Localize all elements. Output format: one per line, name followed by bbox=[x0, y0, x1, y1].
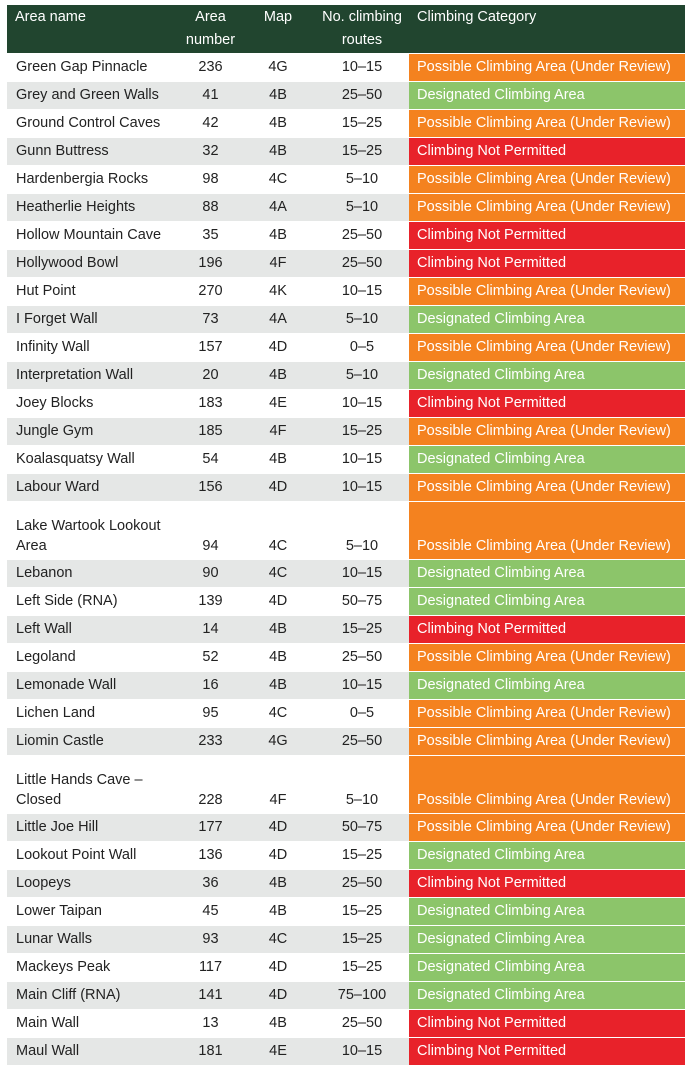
area-name-cell: Lower Taipan bbox=[7, 898, 180, 926]
map-cell: 4D bbox=[241, 982, 315, 1010]
area-number-cell: 98 bbox=[180, 166, 241, 194]
map-cell: 4F bbox=[241, 756, 315, 814]
header-routes-line2: routes bbox=[342, 32, 382, 48]
table-row bbox=[7, 588, 685, 616]
category-cell: Possible Climbing Area (Under Review) bbox=[409, 502, 685, 560]
table-row bbox=[7, 898, 685, 926]
category-cell: Possible Climbing Area (Under Review) bbox=[409, 54, 685, 82]
map-cell: 4A bbox=[241, 306, 315, 334]
area-number-cell: 177 bbox=[180, 814, 241, 842]
area-name-cell: Hollywood Bowl bbox=[7, 250, 180, 278]
area-name-cell: Lichen Land bbox=[7, 700, 180, 728]
category-cell: Possible Climbing Area (Under Review) bbox=[409, 644, 685, 672]
area-number-cell: 139 bbox=[180, 588, 241, 616]
area-name-cell: Lebanon bbox=[7, 560, 180, 588]
routes-cell: 10–15 bbox=[315, 474, 409, 502]
map-cell: 4A bbox=[241, 194, 315, 222]
area-name-cell: Green Gap Pinnacle bbox=[7, 54, 180, 82]
table-row bbox=[7, 616, 685, 644]
map-cell: 4D bbox=[241, 814, 315, 842]
category-cell: Designated Climbing Area bbox=[409, 954, 685, 982]
area-name-cell: Lunar Walls bbox=[7, 926, 180, 954]
area-number-cell: 136 bbox=[180, 842, 241, 870]
area-name-cell: Little Joe Hill bbox=[7, 814, 180, 842]
routes-cell: 15–25 bbox=[315, 898, 409, 926]
area-number-cell: 181 bbox=[180, 1038, 241, 1065]
table-row bbox=[7, 390, 685, 418]
table-row bbox=[7, 982, 685, 1010]
area-number-cell: 16 bbox=[180, 672, 241, 700]
map-cell: 4D bbox=[241, 474, 315, 502]
map-cell: 4B bbox=[241, 222, 315, 250]
category-cell: Designated Climbing Area bbox=[409, 898, 685, 926]
category-cell: Designated Climbing Area bbox=[409, 362, 685, 390]
area-name-cell: Grey and Green Walls bbox=[7, 82, 180, 110]
area-number-cell: 228 bbox=[180, 756, 241, 814]
table-row bbox=[7, 222, 685, 250]
area-name-cell: Mackeys Peak bbox=[7, 954, 180, 982]
area-number-cell: 117 bbox=[180, 954, 241, 982]
area-name-cell: Hollow Mountain Cave bbox=[7, 222, 180, 250]
area-number-cell: 54 bbox=[180, 446, 241, 474]
area-name-cell: Lemonade Wall bbox=[7, 672, 180, 700]
routes-cell: 0–5 bbox=[315, 334, 409, 362]
area-number-cell: 185 bbox=[180, 418, 241, 446]
area-number-cell: 270 bbox=[180, 278, 241, 306]
table-row bbox=[7, 278, 685, 306]
area-name-cell: Left Wall bbox=[7, 616, 180, 644]
routes-cell: 10–15 bbox=[315, 390, 409, 418]
routes-cell: 10–15 bbox=[315, 278, 409, 306]
table-row bbox=[7, 756, 685, 814]
category-cell: Designated Climbing Area bbox=[409, 842, 685, 870]
map-cell: 4B bbox=[241, 110, 315, 138]
routes-cell: 15–25 bbox=[315, 110, 409, 138]
table-row bbox=[7, 446, 685, 474]
routes-cell: 25–50 bbox=[315, 82, 409, 110]
category-cell: Climbing Not Permitted bbox=[409, 250, 685, 278]
category-cell: Possible Climbing Area (Under Review) bbox=[409, 756, 685, 814]
routes-cell: 25–50 bbox=[315, 1010, 409, 1038]
map-cell: 4E bbox=[241, 390, 315, 418]
area-number-cell: 93 bbox=[180, 926, 241, 954]
table-row bbox=[7, 700, 685, 728]
area-number-cell: 141 bbox=[180, 982, 241, 1010]
category-cell: Possible Climbing Area (Under Review) bbox=[409, 474, 685, 502]
routes-cell: 15–25 bbox=[315, 842, 409, 870]
area-number-cell: 52 bbox=[180, 644, 241, 672]
area-number-cell: 88 bbox=[180, 194, 241, 222]
area-number-cell: 156 bbox=[180, 474, 241, 502]
map-cell: 4B bbox=[241, 644, 315, 672]
table-row bbox=[7, 870, 685, 898]
table-row bbox=[7, 306, 685, 334]
category-cell: Climbing Not Permitted bbox=[409, 1038, 685, 1065]
category-cell: Designated Climbing Area bbox=[409, 82, 685, 110]
map-cell: 4D bbox=[241, 842, 315, 870]
category-cell: Climbing Not Permitted bbox=[409, 616, 685, 644]
header-climbing-category: Climbing Category bbox=[409, 5, 685, 54]
routes-cell: 10–15 bbox=[315, 446, 409, 474]
map-cell: 4G bbox=[241, 728, 315, 756]
header-area-number bbox=[180, 5, 241, 54]
climbing-areas-table bbox=[7, 5, 685, 1065]
routes-cell: 5–10 bbox=[315, 306, 409, 334]
map-cell: 4B bbox=[241, 446, 315, 474]
map-cell: 4E bbox=[241, 1038, 315, 1065]
area-name-cell: I Forget Wall bbox=[7, 306, 180, 334]
area-name-cell: Labour Ward bbox=[7, 474, 180, 502]
routes-cell: 25–50 bbox=[315, 728, 409, 756]
routes-cell: 5–10 bbox=[315, 194, 409, 222]
area-number-cell: 42 bbox=[180, 110, 241, 138]
map-cell: 4C bbox=[241, 166, 315, 194]
map-cell: 4D bbox=[241, 954, 315, 982]
category-cell: Climbing Not Permitted bbox=[409, 222, 685, 250]
routes-cell: 25–50 bbox=[315, 222, 409, 250]
area-number-cell: 14 bbox=[180, 616, 241, 644]
map-cell: 4F bbox=[241, 250, 315, 278]
area-name-cell: Liomin Castle bbox=[7, 728, 180, 756]
map-cell: 4F bbox=[241, 418, 315, 446]
area-name-cell: Main Cliff (RNA) bbox=[7, 982, 180, 1010]
routes-cell: 50–75 bbox=[315, 814, 409, 842]
area-name-cell: Lookout Point Wall bbox=[7, 842, 180, 870]
header-map: Map bbox=[241, 5, 315, 54]
area-name-cell: Maul Wall bbox=[7, 1038, 180, 1065]
routes-cell: 15–25 bbox=[315, 926, 409, 954]
routes-cell: 10–15 bbox=[315, 54, 409, 82]
routes-cell: 0–5 bbox=[315, 700, 409, 728]
map-cell: 4D bbox=[241, 588, 315, 616]
category-cell: Possible Climbing Area (Under Review) bbox=[409, 418, 685, 446]
routes-cell: 15–25 bbox=[315, 138, 409, 166]
map-cell: 4C bbox=[241, 502, 315, 560]
area-name-cell: Heatherlie Heights bbox=[7, 194, 180, 222]
map-cell: 4C bbox=[241, 560, 315, 588]
area-number-cell: 233 bbox=[180, 728, 241, 756]
area-name-cell: Main Wall bbox=[7, 1010, 180, 1038]
area-name-cell: Left Side (RNA) bbox=[7, 588, 180, 616]
category-cell: Designated Climbing Area bbox=[409, 588, 685, 616]
routes-cell: 50–75 bbox=[315, 588, 409, 616]
category-cell: Designated Climbing Area bbox=[409, 306, 685, 334]
routes-cell: 15–25 bbox=[315, 418, 409, 446]
area-name-cell: Joey Blocks bbox=[7, 390, 180, 418]
area-number-cell: 196 bbox=[180, 250, 241, 278]
area-number-cell: 73 bbox=[180, 306, 241, 334]
area-number-cell: 20 bbox=[180, 362, 241, 390]
table-row bbox=[7, 842, 685, 870]
table-row bbox=[7, 334, 685, 362]
category-cell: Possible Climbing Area (Under Review) bbox=[409, 814, 685, 842]
category-cell: Possible Climbing Area (Under Review) bbox=[409, 194, 685, 222]
routes-cell: 25–50 bbox=[315, 250, 409, 278]
map-cell: 4B bbox=[241, 898, 315, 926]
area-name-cell: Infinity Wall bbox=[7, 334, 180, 362]
area-number-cell: 36 bbox=[180, 870, 241, 898]
table-row bbox=[7, 926, 685, 954]
header-row bbox=[7, 5, 685, 54]
area-number-cell: 236 bbox=[180, 54, 241, 82]
category-cell: Designated Climbing Area bbox=[409, 672, 685, 700]
area-name-cell: Ground Control Caves bbox=[7, 110, 180, 138]
category-cell: Climbing Not Permitted bbox=[409, 390, 685, 418]
area-number-cell: 32 bbox=[180, 138, 241, 166]
area-number-cell: 90 bbox=[180, 560, 241, 588]
category-cell: Possible Climbing Area (Under Review) bbox=[409, 110, 685, 138]
map-cell: 4K bbox=[241, 278, 315, 306]
table-row bbox=[7, 418, 685, 446]
category-cell: Climbing Not Permitted bbox=[409, 1010, 685, 1038]
routes-cell: 75–100 bbox=[315, 982, 409, 1010]
category-cell: Climbing Not Permitted bbox=[409, 870, 685, 898]
table-row bbox=[7, 138, 685, 166]
routes-cell: 5–10 bbox=[315, 756, 409, 814]
map-cell: 4G bbox=[241, 54, 315, 82]
routes-cell: 15–25 bbox=[315, 954, 409, 982]
table-row bbox=[7, 362, 685, 390]
area-name-cell: Legoland bbox=[7, 644, 180, 672]
area-number-cell: 94 bbox=[180, 502, 241, 560]
routes-cell: 5–10 bbox=[315, 362, 409, 390]
area-name-cell: Koalasquatsy Wall bbox=[7, 446, 180, 474]
map-cell: 4B bbox=[241, 362, 315, 390]
area-name-cell: Jungle Gym bbox=[7, 418, 180, 446]
area-name-cell: Hardenbergia Rocks bbox=[7, 166, 180, 194]
area-name-cell: Little Hands Cave – Closed bbox=[7, 756, 180, 814]
header-area-name: Area name bbox=[7, 5, 180, 54]
map-cell: 4B bbox=[241, 1010, 315, 1038]
category-cell: Designated Climbing Area bbox=[409, 982, 685, 1010]
area-name-cell: Lake Wartook Lookout Area bbox=[7, 502, 180, 560]
category-cell: Possible Climbing Area (Under Review) bbox=[409, 700, 685, 728]
area-name-cell: Gunn Buttress bbox=[7, 138, 180, 166]
area-number-cell: 183 bbox=[180, 390, 241, 418]
map-cell: 4B bbox=[241, 616, 315, 644]
header-climbing-routes bbox=[315, 5, 409, 54]
category-cell: Possible Climbing Area (Under Review) bbox=[409, 728, 685, 756]
table-row bbox=[7, 54, 685, 82]
category-cell: Climbing Not Permitted bbox=[409, 138, 685, 166]
routes-cell: 10–15 bbox=[315, 1038, 409, 1065]
category-cell: Possible Climbing Area (Under Review) bbox=[409, 278, 685, 306]
area-number-cell: 45 bbox=[180, 898, 241, 926]
routes-cell: 25–50 bbox=[315, 870, 409, 898]
map-cell: 4C bbox=[241, 926, 315, 954]
table-row bbox=[7, 110, 685, 138]
table-row bbox=[7, 560, 685, 588]
table-row bbox=[7, 502, 685, 560]
map-cell: 4B bbox=[241, 138, 315, 166]
area-name-cell: Loopeys bbox=[7, 870, 180, 898]
routes-cell: 15–25 bbox=[315, 616, 409, 644]
table-row bbox=[7, 166, 685, 194]
area-number-cell: 157 bbox=[180, 334, 241, 362]
map-cell: 4B bbox=[241, 870, 315, 898]
table-row bbox=[7, 954, 685, 982]
table-row bbox=[7, 194, 685, 222]
category-cell: Possible Climbing Area (Under Review) bbox=[409, 166, 685, 194]
header-area-number-line2: number bbox=[186, 32, 235, 48]
map-cell: 4B bbox=[241, 82, 315, 110]
table-row bbox=[7, 728, 685, 756]
routes-cell: 5–10 bbox=[315, 502, 409, 560]
table-row bbox=[7, 644, 685, 672]
map-cell: 4D bbox=[241, 334, 315, 362]
category-cell: Designated Climbing Area bbox=[409, 446, 685, 474]
category-cell: Designated Climbing Area bbox=[409, 560, 685, 588]
table-row bbox=[7, 250, 685, 278]
table-body bbox=[7, 54, 685, 1065]
routes-cell: 10–15 bbox=[315, 672, 409, 700]
routes-cell: 25–50 bbox=[315, 644, 409, 672]
table-row bbox=[7, 474, 685, 502]
map-cell: 4C bbox=[241, 700, 315, 728]
table-row bbox=[7, 672, 685, 700]
area-name-cell: Hut Point bbox=[7, 278, 180, 306]
category-cell: Possible Climbing Area (Under Review) bbox=[409, 334, 685, 362]
routes-cell: 5–10 bbox=[315, 166, 409, 194]
routes-cell: 10–15 bbox=[315, 560, 409, 588]
table-header bbox=[7, 5, 685, 54]
area-name-cell: Interpretation Wall bbox=[7, 362, 180, 390]
table-row bbox=[7, 1038, 685, 1065]
map-cell: 4B bbox=[241, 672, 315, 700]
table-row bbox=[7, 814, 685, 842]
header-routes-line1: No. climbing bbox=[322, 9, 402, 25]
category-cell: Designated Climbing Area bbox=[409, 926, 685, 954]
area-number-cell: 41 bbox=[180, 82, 241, 110]
header-area-number-line1: Area bbox=[195, 9, 226, 25]
area-number-cell: 35 bbox=[180, 222, 241, 250]
area-number-cell: 95 bbox=[180, 700, 241, 728]
table-row bbox=[7, 82, 685, 110]
area-number-cell: 13 bbox=[180, 1010, 241, 1038]
